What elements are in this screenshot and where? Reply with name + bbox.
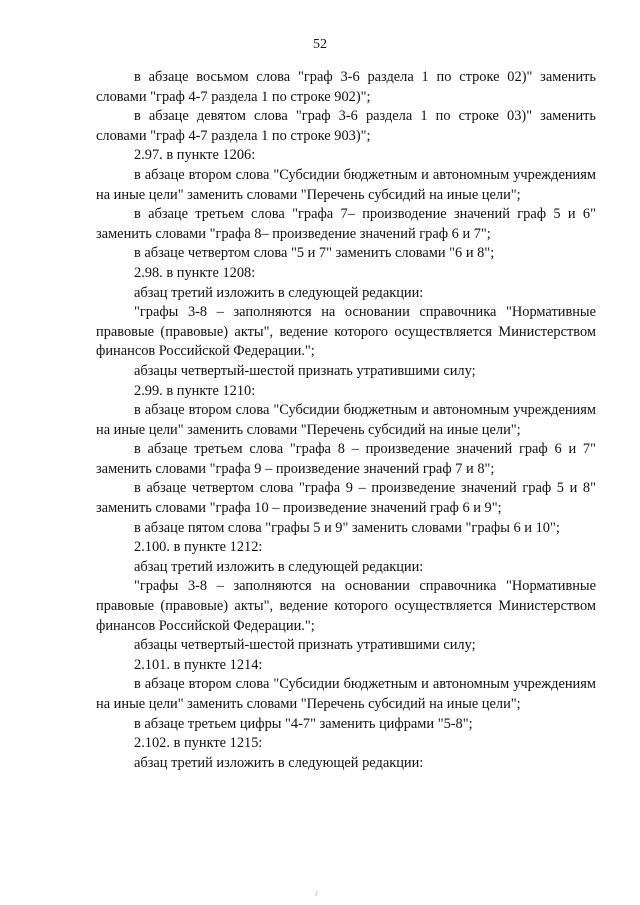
scan-artifact bbox=[315, 891, 318, 896]
paragraph-21: в абзаце втором слова "Субсидии бюджетным и автономным учреждениям на иные цели" заменить словами "Перечень субсидий на иные цели"; bbox=[96, 676, 596, 712]
paragraph-19: абзацы четвертый-шестой признать утратившими силу; bbox=[134, 637, 476, 654]
section-heading-2-101: 2.101. в пункте 1214: bbox=[134, 656, 263, 673]
section-heading-2-99: 2.99. в пункте 1210: bbox=[134, 382, 256, 399]
paragraph-15: в абзаце пятом слова "графы 5 и 9" заменить словами "графы 6 и 10"; bbox=[134, 519, 560, 536]
paragraph-14: в абзаце четвертом слова "графа 9 – произведение значений граф 5 и 8" заменить словами "графа 10 – произведение значений граф 6 и 9"; bbox=[96, 480, 596, 517]
paragraph-4: в абзаце втором слова "Субсидии бюджетным и автономным учреждениям на иные цели" заменить словами "Перечень субсидий на иные цели"; bbox=[96, 166, 596, 203]
document-body bbox=[96, 68, 596, 773]
paragraph-6: в абзаце четвертом слова "5 и 7" заменить словами "6 и 8"; bbox=[134, 245, 495, 262]
paragraph-17: абзац третий изложить в следующей редакции: bbox=[134, 558, 424, 575]
section-heading-2-100: 2.100. в пункте 1212: bbox=[134, 539, 263, 556]
section-heading-2-97: 2.97. в пункте 1206: bbox=[134, 147, 256, 164]
paragraph-10: абзацы четвертый-шестой признать утратившими силу; bbox=[134, 362, 476, 379]
paragraph-12: в абзаце втором слова "Субсидии бюджетным и автономным учреждениям на иные цели" заменить словами "Перечень субсидий на иные цели"; bbox=[96, 402, 596, 438]
paragraph-22: в абзаце третьем цифры "4-7" заменить цифрами "5-8"; bbox=[134, 715, 473, 732]
paragraph-2: в абзаце девятом слова "граф 3-6 раздела 1 по строке 03)" заменить словами "граф 4-7 раздела 1 по строке 903)"; bbox=[96, 108, 596, 144]
paragraph-24: абзац третий изложить в следующей редакции: bbox=[134, 754, 424, 771]
paragraph-8: абзац третий изложить в следующей редакции: bbox=[134, 284, 424, 301]
paragraph-18: "графы 3-8 – заполняются на основании справочника "Нормативные правовые (правовые) акты", ведение которого осуществляется Министерством финансов Российской Федерации."; bbox=[96, 578, 596, 634]
section-heading-2-98: 2.98. в пункте 1208: bbox=[134, 264, 256, 281]
paragraph-5: в абзаце третьем слова "графа 7– производение значений граф 5 и 6" заменить словами "графа 8– произведение значений граф 6 и 7"; bbox=[96, 206, 596, 242]
page-number: 52 bbox=[313, 37, 327, 52]
paragraph-1: в абзаце восьмом слова "граф 3-6 раздела 1 по строке 02)" заменить словами "граф 4-7 раздела 1 по строке 902)"; bbox=[96, 69, 596, 105]
paragraph-13: в абзаце третьем слова "графа 8 – произведение значений граф 6 и 7" заменить словами "графа 9 – произведение значений граф 7 и 8"; bbox=[96, 441, 596, 477]
section-heading-2-102: 2.102. в пункте 1215: bbox=[134, 735, 263, 752]
paragraph-9: "графы 3-8 – заполняются на основании справочника "Нормативные правовые (правовые) акты", ведение которого осуществляется Министерством финансов Российской Федерации."; bbox=[96, 304, 596, 360]
